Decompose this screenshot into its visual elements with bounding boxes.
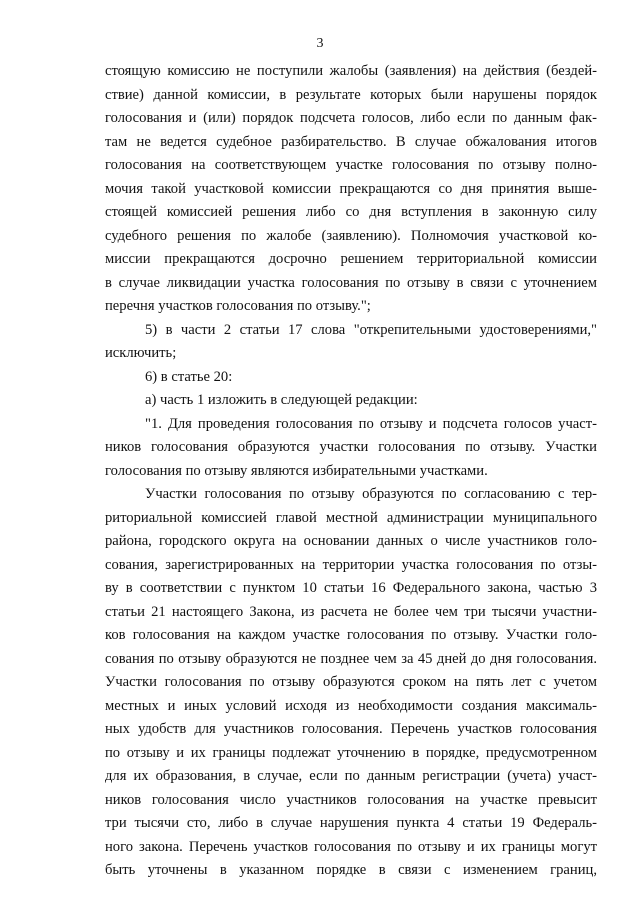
text-line: голосования по отзыву являются избирательными участками. (105, 462, 488, 479)
text-line: 5) в части 2 статьи 17 слова "открепительными удостоверениями," (145, 321, 597, 338)
text-line: миссии прекращаются досрочно решением территориальной комиссии (105, 251, 597, 267)
text-line: быть уточнены в указанном порядке в связи с изменением границ, (105, 862, 597, 878)
text-line: ного закона. Перечень участков голосования по отзыву и их границы могут (105, 838, 597, 855)
text-line: голосования на соответствующем участке голосования по отзыву полно- (105, 157, 597, 173)
text-line: ников голосования образуются участки голосования по отзыву. Участки (105, 439, 597, 455)
text-line: 6) в статье 20: (145, 368, 233, 385)
page-number: 3 (316, 36, 324, 51)
text-line: сования по отзыву образуются не позднее чем за 45 дней до дня голосования. (105, 650, 597, 667)
text-line: местных и иных условий исходя из необходимости создания максималь- (105, 697, 597, 714)
text-line: ву в соответствии с пунктом 10 статьи 16 Федерального закона, частью 3 (105, 580, 597, 596)
text-line: мочия такой участковой комиссии прекращаются со дня принятия выше- (105, 180, 597, 197)
text-line: там не ведется судебное разбирательство. В случае обжалования итогов (105, 133, 597, 150)
text-line: три тысячи сто, либо в случае нарушения пункта 4 статьи 19 Федераль- (105, 815, 597, 831)
text-line: по отзыву и их границы подлежат уточнению в порядке, предусмотренном (105, 744, 597, 761)
text-line: ников голосования число участников голосования на участке превысит (105, 791, 597, 808)
text-line: сования, зарегистрированных на территории участка голосования по отзы- (105, 556, 597, 573)
text-line: стоящую комиссию не поступили жалобы (заявления) на действия (бездей- (105, 63, 597, 79)
text-line: в случае ликвидации участка голосования по отзыву в связи с уточнением (105, 274, 597, 291)
text-line: статьи 21 настоящего Закона, из расчета не более чем три тысячи участни- (105, 603, 597, 620)
text-line: судебного решения по жалобе (заявлению). Полномочия участковой ко- (105, 227, 597, 244)
text-line: риториальной комиссией главой местной администрации муниципального (105, 509, 597, 526)
text-line: Участки голосования по отзыву образуются сроком на пять лет с учетом (105, 674, 597, 690)
text-line: перечня участков голосования по отзыву."; (105, 298, 371, 314)
text-line: для их образования, в случае, если по данным регистрации (учета) участ- (105, 768, 597, 784)
text-line: "1. Для проведения голосования по отзыву и подсчета голосов участ- (145, 415, 597, 432)
text-line: ствие) данной комиссии, в результате которых были нарушены порядок (105, 86, 597, 103)
text-line: ных удобств для участников голосования. Перечень участков голосования (105, 721, 597, 737)
text-line: Участки голосования по отзыву образуются по согласованию с тер- (145, 486, 597, 502)
text-line: района, городского округа на основании данных о числе участников голо- (105, 533, 597, 549)
document-body (105, 60, 597, 883)
text-line: исключить; (105, 345, 177, 361)
text-line: голосования и (или) порядок подсчета голосов, либо если по данным фак- (105, 110, 597, 126)
text-line: а) часть 1 изложить в следующей редакции: (145, 392, 418, 408)
text-line: стоящей комиссией решения либо со дня вступления в законную силу (105, 204, 597, 220)
text-line: ков голосования на каждом участке голосования по отзыву. Участки голо- (105, 627, 597, 643)
